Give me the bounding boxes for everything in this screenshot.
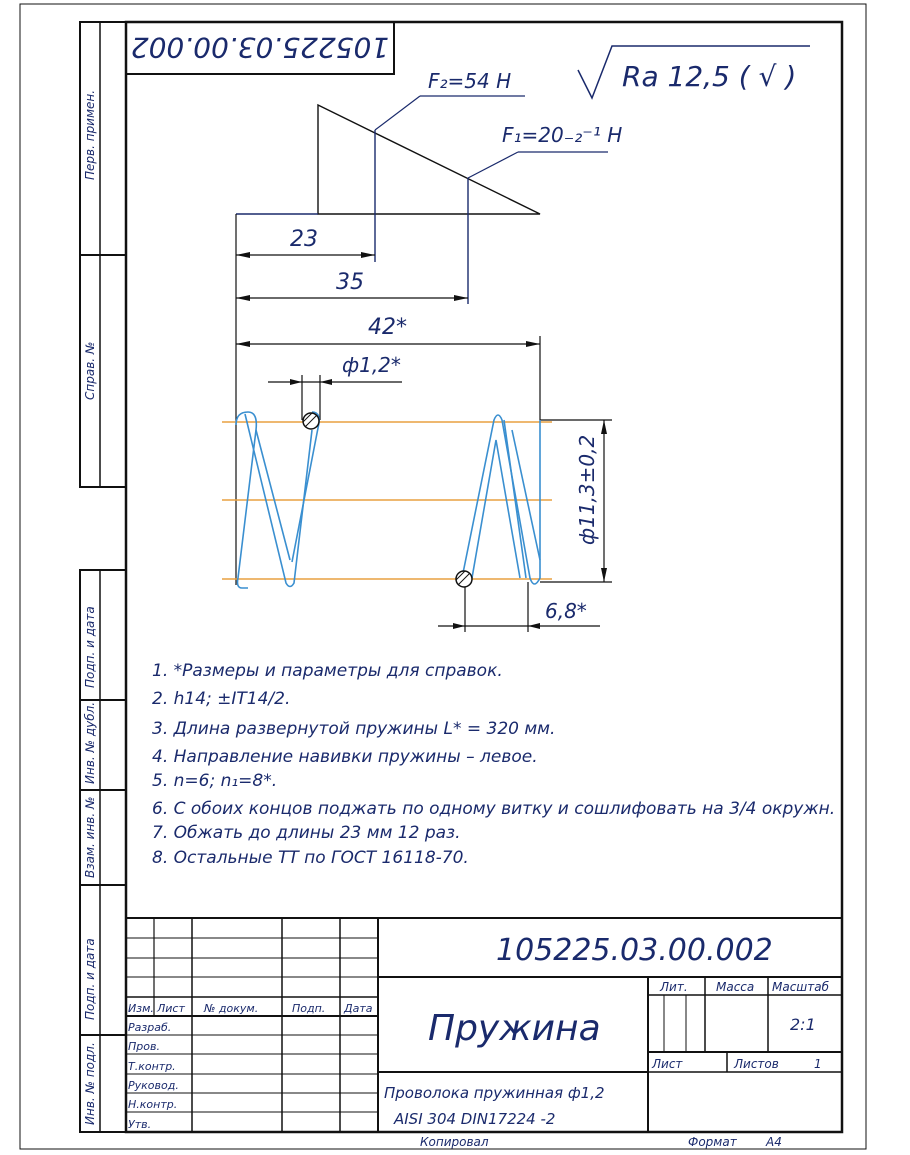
stamp-header-izm: Изм. xyxy=(128,1002,154,1015)
side-label-repl-inv: Взам. инв. № xyxy=(83,796,97,878)
title-block-number: 105225.03.00.002 xyxy=(496,933,773,968)
stamp-role-norm-control: Н.контр. xyxy=(128,1098,178,1111)
note-3: 3. Длина развернутой пружины L* = 320 мм. xyxy=(152,719,556,739)
side-label-first-use: Перв. примен. xyxy=(83,89,97,180)
roughness-text: Ra 12,5 ( √ ) xyxy=(622,60,797,93)
stamp-role-developed: Разраб. xyxy=(128,1021,172,1034)
dim-42: 42* xyxy=(368,315,407,340)
roughness-mark xyxy=(578,46,810,98)
note-7: 7. Обжать до длины 23 мм 12 раз. xyxy=(152,823,461,843)
spring-drawing xyxy=(222,412,552,588)
force-f2: F₂=54 Н xyxy=(428,69,512,93)
side-label-orig-inv: Инв. № подл. xyxy=(83,1042,97,1125)
scale-value: 2:1 xyxy=(790,1015,816,1034)
technical-notes xyxy=(152,661,835,868)
dim-35: 35 xyxy=(336,270,364,295)
stamp-role-tech-control: Т.контр. xyxy=(128,1060,176,1073)
force-f1: F₁=20₋₂⁻¹ Н xyxy=(502,123,623,147)
side-label-sign-date-1: Подп. и дата xyxy=(83,606,97,688)
material-line-2: AISI 304 DIN17224 -2 xyxy=(394,1110,556,1128)
side-strip xyxy=(80,22,126,1132)
stamp-role-checked: Пров. xyxy=(128,1040,160,1053)
dim-23: 23 xyxy=(290,227,318,252)
note-8: 8. Остальные ТТ по ГОСТ 16118-70. xyxy=(152,848,469,868)
side-label-sign-date-2: Подп. и дата xyxy=(83,938,97,1020)
lit-label: Лит. xyxy=(660,980,688,994)
title-block xyxy=(126,918,842,1132)
mass-label: Масса xyxy=(716,980,755,994)
format-label: Формат xyxy=(688,1135,737,1149)
stamp-header-list: Лист xyxy=(157,1002,185,1015)
note-2: 2. h14; ±IT14/2. xyxy=(152,689,291,709)
note-5: 5. n=6; n₁=8*. xyxy=(152,771,278,791)
sheets-label: Листов xyxy=(734,1057,779,1071)
note-6: 6. С обоих концов поджать по одному витку и сошлифовать на 3/4 окружн. xyxy=(152,799,836,819)
part-title: Пружина xyxy=(428,1008,601,1049)
format-value: A4 xyxy=(766,1135,782,1149)
stamp-header-doc: № докум. xyxy=(204,1002,259,1015)
side-label-dup-inv: Инв. № дубл. xyxy=(83,701,97,784)
force-diagram xyxy=(236,69,622,304)
note-1: 1. *Размеры и параметры для справок. xyxy=(152,661,503,681)
rotated-number-box xyxy=(126,22,394,74)
dim-outer-dia: ф11,3±0,2 xyxy=(575,434,599,545)
dimension-lines xyxy=(236,214,612,632)
note-4: 4. Направление навивки пружины – левое. xyxy=(152,747,538,767)
scale-label: Масштаб xyxy=(772,980,830,994)
copied-label: Копировал xyxy=(420,1135,489,1149)
stamp-role-head: Руковод. xyxy=(128,1079,179,1092)
side-label-ref-no: Справ. № xyxy=(83,341,97,400)
rotated-number: 105225.03.00.002 xyxy=(130,31,390,64)
dim-pitch: 6,8* xyxy=(545,599,587,623)
sheets-count: 1 xyxy=(814,1057,822,1071)
material-line-1: Проволока пружинная ф1,2 xyxy=(384,1084,605,1102)
stamp-role-approved: Утв. xyxy=(128,1118,152,1131)
stamp-header-sign: Подп. xyxy=(292,1002,326,1015)
dim-wire-dia: ф1,2* xyxy=(342,353,401,377)
sheet-label: Лист xyxy=(652,1057,683,1071)
stamp-header-date: Дата xyxy=(344,1002,373,1015)
